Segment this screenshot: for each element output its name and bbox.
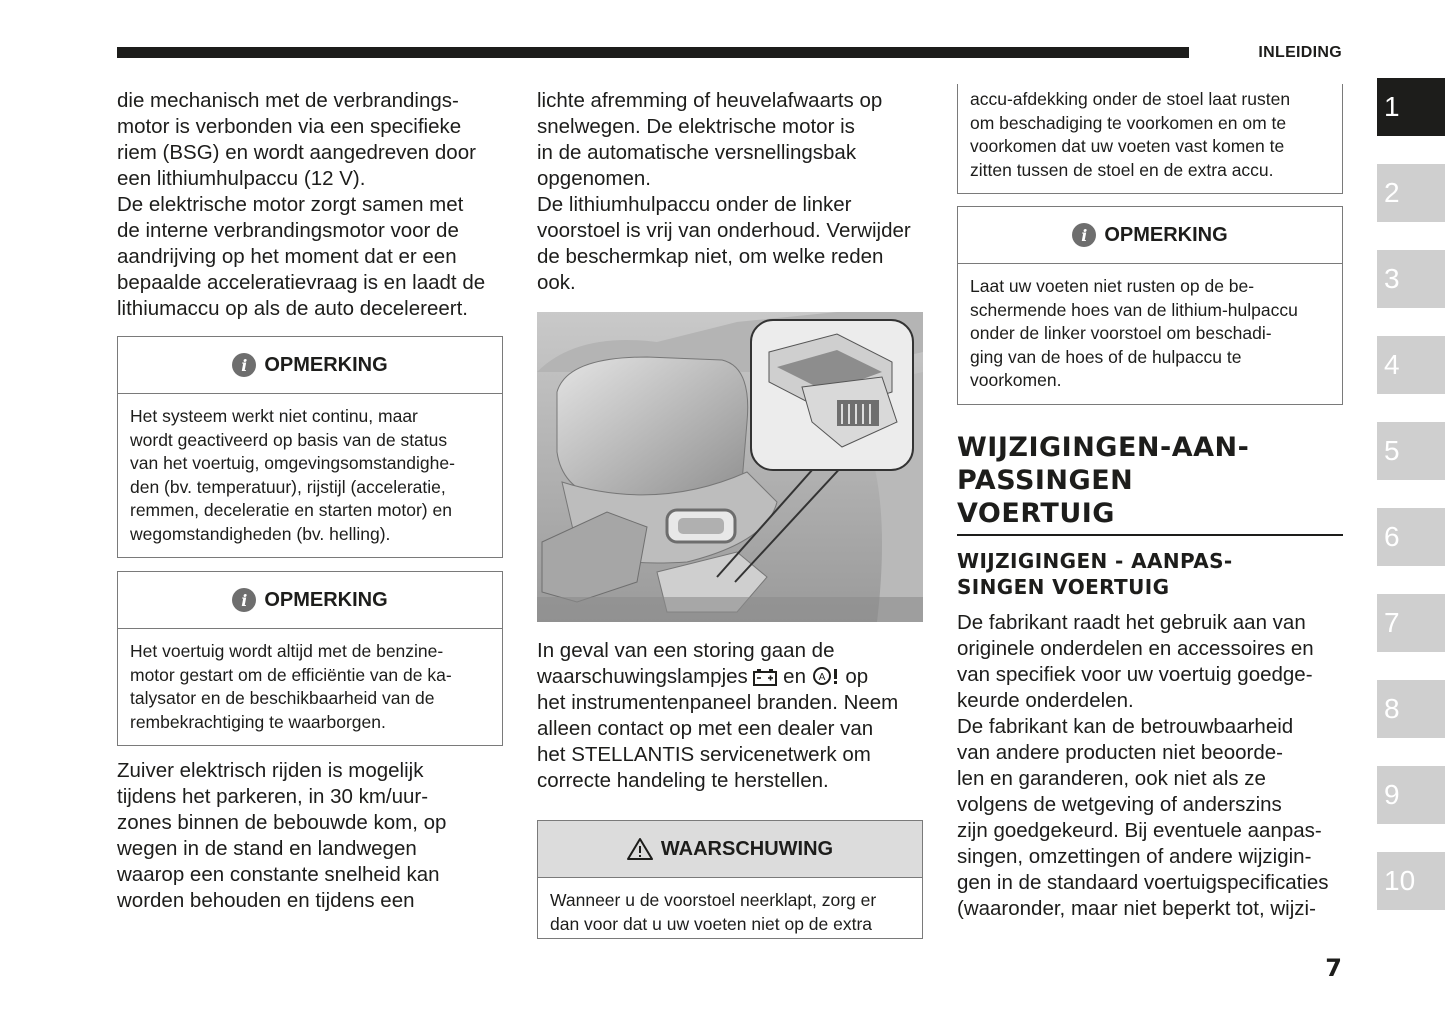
note-header bbox=[118, 572, 502, 629]
header-rule bbox=[117, 47, 1189, 58]
note-header bbox=[958, 207, 1342, 264]
warning-box-continued bbox=[957, 84, 1343, 194]
chapter-tab-8[interactable]: 8 bbox=[1377, 680, 1445, 738]
note-title: OPMERKING bbox=[264, 353, 388, 376]
page-number: 7 bbox=[1325, 954, 1342, 982]
note-box bbox=[117, 571, 503, 746]
column-2 bbox=[537, 88, 923, 939]
note-header bbox=[118, 337, 502, 394]
note-title: OPMERKING bbox=[1104, 223, 1228, 246]
section-title: INLEIDING bbox=[1258, 44, 1342, 61]
paragraph: De fabrikant raadt het gebruik aan van originele onderdelen en accessoires en van specifiek voor uw voertuig goedge- keurde onderdelen. De fabrikant kan de betrouwbaarheid van andere producten niet beoorde- len en garanderen, ook niet als ze volgens de wetgeving of anderszins zijn goedgekeurd. Bij eventuele aanpas- singen, omzettingen of andere wijzigin- gen in de standaard voertuigspecificaties (waaronder, maar niet beperkt tot, wijzi- bbox=[957, 610, 1329, 920]
warning-header bbox=[538, 821, 922, 878]
warning-triangle-icon bbox=[627, 837, 653, 861]
paragraph: die mechanisch met de verbrandings- motor is verbonden via een specifieke riem (BSG) en wordt aangedreven door een lithiumhulpaccu (12 V). De elektrische motor zorgt samen met de interne verbrandingsmotor voor de aandrijving op het moment dat er een bepaalde acceleratievraag is en laadt de lithiumaccu op als de auto decelereert. bbox=[117, 89, 486, 320]
note-box bbox=[117, 336, 503, 558]
warning-text: Wanneer u de voorstoel neerklapt, zorg er dan voor dat u uw voeten niet op de extra bbox=[550, 890, 877, 934]
warning-text: accu-afdekking onder de stoel laat rusten om beschadiging te voorkomen en om te voorkomen dat uw voeten vast komen te zitten tussen de stoel en de extra accu. bbox=[970, 89, 1291, 180]
info-circle-icon: i bbox=[232, 353, 256, 377]
paragraph: Zuiver elektrisch rijden is mogelijk tijdens het parkeren, in 30 km/uur- zones binnen de bebouwde kom, op wegen in de stand en landwegen waarop een constante snelheid kan worden behouden en tijdens een bbox=[117, 759, 447, 912]
battery-warning-icon bbox=[753, 668, 777, 686]
seat-battery-illustration bbox=[537, 312, 923, 622]
chapter-tab-10[interactable]: 10 bbox=[1377, 852, 1445, 910]
warning-title: WAARSCHUWING bbox=[660, 837, 834, 860]
info-circle-icon: i bbox=[232, 588, 256, 612]
chapter-heading: WIJZIGINGEN-AAN- PASSINGEN VOERTUIG bbox=[957, 431, 1343, 536]
chapter-tab-5[interactable]: 5 bbox=[1377, 422, 1445, 480]
note-title: OPMERKING bbox=[264, 588, 388, 611]
text-run: en bbox=[777, 665, 812, 688]
note-text: Het systeem werkt niet continu, maar wordt geactiveerd op basis van de status van het voertuig, omgevingsomstandighe- den (bv. temperatuur), rijstijl (acceleratie, remmen, deceleratie en starten motor) en wegomstandigheden (bv. helling). bbox=[130, 406, 455, 544]
chapter-tab-4[interactable]: 4 bbox=[1377, 336, 1445, 394]
chapter-tab-9[interactable]: 9 bbox=[1377, 766, 1445, 824]
chapter-tab-6[interactable]: 6 bbox=[1377, 508, 1445, 566]
note-text: Laat uw voeten niet rusten op de be- schermende hoes van de lithium-hulpaccu onder de linker voorstoel om beschadi- ging van de hoes of de hulpaccu te voorkomen. bbox=[970, 276, 1298, 390]
system-fault-icon bbox=[812, 666, 840, 686]
chapter-tab-3[interactable]: 3 bbox=[1377, 250, 1445, 308]
text-run: In geval van een storing gaan de waarschuwingslampjes bbox=[537, 639, 835, 688]
chapter-tab-1[interactable]: 1 bbox=[1377, 78, 1445, 136]
paragraph bbox=[537, 638, 923, 794]
chapter-tab-2[interactable]: 2 bbox=[1377, 164, 1445, 222]
section-heading: WIJZIGINGEN - AANPAS- SINGEN VOERTUIG bbox=[957, 548, 1233, 599]
column-1 bbox=[117, 88, 503, 914]
text-run: op het instrumentenpaneel branden. Neem alleen contact op met een dealer van het STELLANTIS servicenetwerk om correcte handeling te herstellen. bbox=[537, 665, 899, 792]
column-3 bbox=[957, 84, 1343, 922]
note-box bbox=[957, 206, 1343, 405]
svg-text:A: A bbox=[818, 672, 826, 683]
chapter-tab-7[interactable]: 7 bbox=[1377, 594, 1445, 652]
note-text: Het voertuig wordt altijd met de benzine- motor gestart om de efficiëntie van de ka- talysator en de beschikbaarheid van de rembekrachtiging te waarborgen. bbox=[130, 641, 452, 732]
warning-box bbox=[537, 820, 923, 939]
paragraph: lichte afremming of heuvelafwaarts op snelwegen. De elektrische motor is in de automatische versnellingsbak opgenomen. De lithiumhulpaccu onder de linker voorstoel is vrij van onderhoud. Verwijder de beschermkap niet, om welke reden ook. bbox=[537, 89, 911, 294]
info-circle-icon: i bbox=[1072, 223, 1096, 247]
